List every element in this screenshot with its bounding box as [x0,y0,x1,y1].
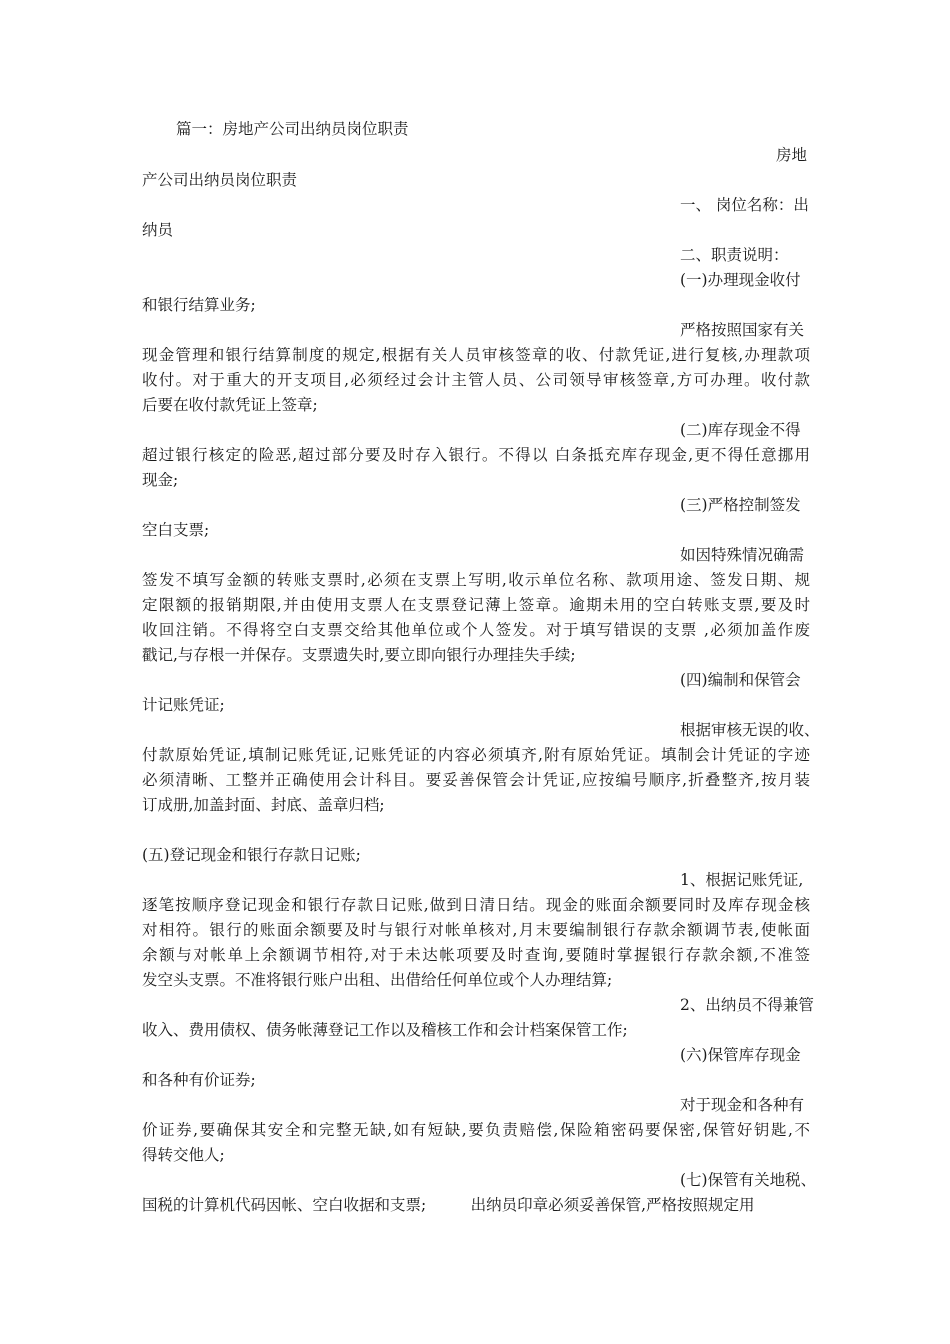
text-line: 现金管理和银行结算制度的规定,根据有关人员审核签章的收、付款凭证,进行复核,办理款项 [142,346,810,364]
text-line: 收付。对于重大的开支项目,必须经过会计主管人员、公司领导审核签章,方可办理。收付款 [142,371,810,389]
document-title: 篇一：房地产公司出纳员岗位职责 [176,120,409,138]
text-line: 1、根据记账凭证, [680,871,804,889]
text-line: 空白支票; [142,521,210,539]
section-heading: (四)编制和保管会 [680,671,801,689]
text-line: 现金; [142,471,179,489]
text-line: 对于现金和各种有 [680,1096,805,1114]
text-line: 付款原始凭证,填制记账凭证,记账凭证的内容必须填齐,附有原始凭证。填制会计凭证的字迹 [142,746,810,764]
text-line: 后要在收付款凭证上签章; [142,396,318,414]
text-line: 产公司出纳员岗位职责 [142,171,298,189]
section-heading: (三)严格控制签发 [680,496,801,514]
text-line: 国税的计算机代码因帐、空白收据和支票; 出纳员印章必须妥善保管,严格按照规定用 [142,1196,755,1214]
text-line: 严格按照国家有关 [680,321,805,339]
section-heading: (五)登记现金和银行存款日记账; [142,846,361,864]
text-line: 和银行结算业务; [142,296,256,314]
text-line: 余额与对帐单上余额调节相符,对于未达帐项要及时查询,要随时掌握银行存款余额,不准签 [142,946,810,964]
section-heading: (二)库存现金不得 [680,421,801,439]
section-heading: (一)办理现金收付 [680,271,801,289]
text-line: 得转交他人; [142,1146,225,1164]
text-line: 价证券,要确保其安全和完整无缺,如有短缺,要负责赔偿,保险箱密码要保密,保管好钥匙,不 [142,1121,810,1139]
text-line: 对相符。银行的账面余额要及时与银行对帐单核对,月末要编制银行存款余额调节表,使帐面 [142,921,810,939]
text-line: 计记账凭证; [142,696,225,714]
text-line: 定限额的报销期限,并由使用支票人在支票登记薄上签章。逾期未用的空白转账支票,要及时 [142,596,810,614]
text-line: 和各种有价证券; [142,1071,256,1089]
text-line: 超过银行核定的险恶,超过部分要及时存入银行。不得以 白条抵充库存现金,更不得任意挪用 [142,446,810,464]
text-line: 房地 [776,146,808,164]
text-line: 二、职责说明： [680,246,789,264]
text-line: 如因特殊情况确需 [680,546,805,564]
text-line: 根据审核无误的收、 [680,721,820,739]
text-line: 发空头支票。不准将银行账户出租、出借给任何单位或个人办理结算; [142,971,613,989]
section-heading: (七)保管有关地税、 [680,1171,817,1189]
text-line: 一、 岗位名称：出 [680,196,809,214]
text-line: 订成册,加盖封面、封底、盖章归档; [142,796,385,814]
text-line: 签发不填写金额的转账支票时,必须在支票上写明,收示单位名称、款项用途、签发日期、规 [142,571,810,589]
text-line: 2、出纳员不得兼管 [680,996,814,1014]
text-line: 收回注销。不得将空白支票交给其他单位或个人签发。对于填写错误的支票 ,必须加盖作废 [142,621,810,639]
text-line: 必须清晰、工整并正确使用会计科目。要妥善保管会计凭证,应按编号顺序,折叠整齐,按月装 [142,771,810,789]
text-line: 戳记,与存根一并保存。支票遗失时,要立即向银行办理挂失手续; [142,646,576,664]
section-heading: (六)保管库存现金 [680,1046,801,1064]
text-line: 纳员 [142,221,174,239]
text-line: 逐笔按顺序登记现金和银行存款日记账,做到日清日结。现金的账面余额要同时及库存现金核 [142,896,810,914]
text-line: 收入、费用债权、债务帐薄登记工作以及稽核工作和会计档案保管工作; [142,1021,628,1039]
